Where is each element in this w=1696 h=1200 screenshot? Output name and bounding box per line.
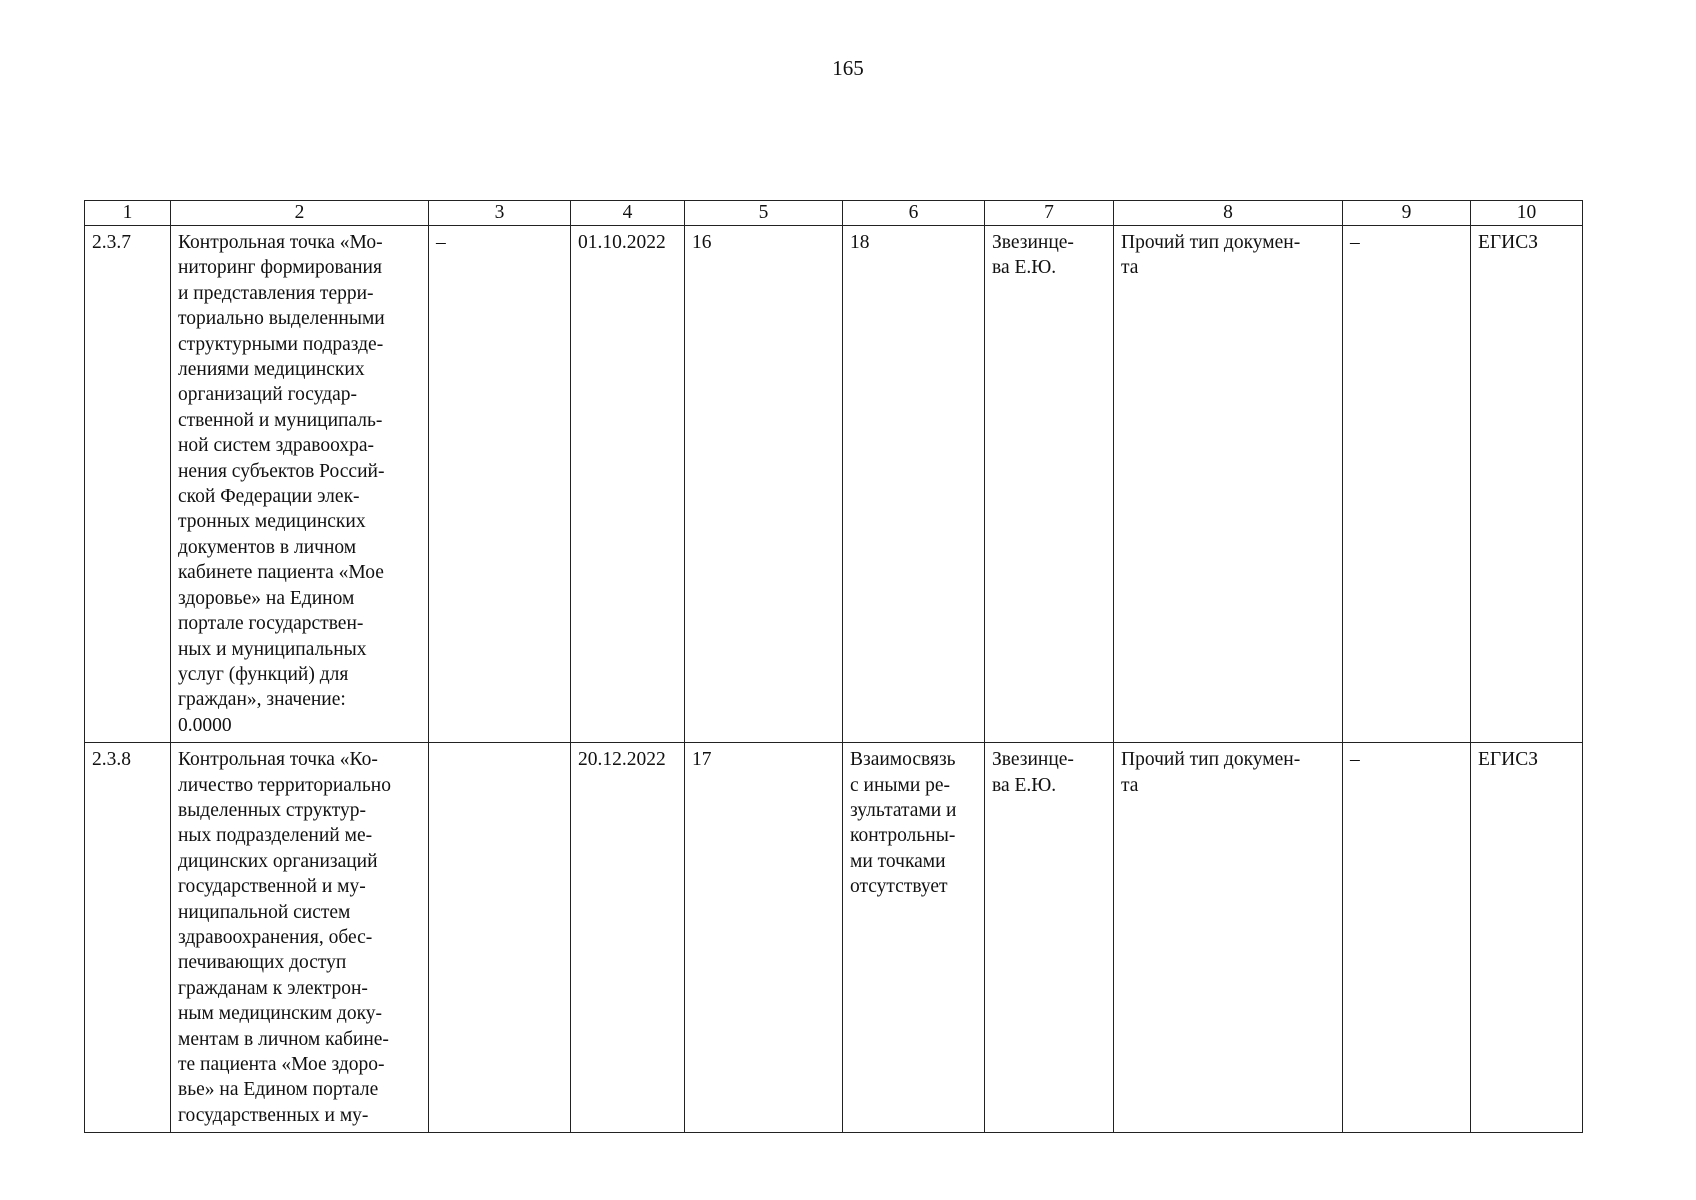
table-cell: 18	[843, 226, 985, 743]
system-cell: ЕГИСЗ	[1471, 226, 1583, 743]
document-type-cell: Прочий тип докумен- та	[1114, 226, 1343, 743]
responsible-cell: Звезинце- ва Е.Ю.	[985, 226, 1114, 743]
column-header: 10	[1471, 201, 1583, 226]
table-cell: –	[429, 226, 571, 743]
table-cell: 16	[685, 226, 843, 743]
document-table	[84, 200, 1583, 1133]
column-header: 8	[1114, 201, 1343, 226]
row-number-cell: 2.3.8	[85, 743, 171, 1133]
column-header: 6	[843, 201, 985, 226]
table-cell	[429, 743, 571, 1133]
table-header-row	[85, 201, 1583, 226]
table-cell: –	[1343, 743, 1471, 1133]
system-cell: ЕГИСЗ	[1471, 743, 1583, 1133]
column-header: 1	[85, 201, 171, 226]
column-header: 7	[985, 201, 1114, 226]
column-header: 2	[171, 201, 429, 226]
document-type-cell: Прочий тип докумен- та	[1114, 743, 1343, 1133]
row-number-cell: 2.3.7	[85, 226, 171, 743]
date-cell: 01.10.2022	[571, 226, 685, 743]
page-number: 165	[832, 56, 864, 80]
table-row	[85, 226, 1583, 743]
table-cell: Взаимосвязь с иными ре- зультатами и контрольны- ми точками отсутствует	[843, 743, 985, 1133]
table-row	[85, 743, 1583, 1133]
column-header: 3	[429, 201, 571, 226]
responsible-cell: Звезинце- ва Е.Ю.	[985, 743, 1114, 1133]
column-header: 4	[571, 201, 685, 226]
description-cell: Контрольная точка «Ко- личество территориально выделенных структур- ных подразделений ме- дицинских организаций государственной и му- ниципальной систем здравоохранения, обес- печивающих доступ гражданам к электрон- ным медицинским доку- ментам в личном кабине- те пациента «Мое здоро- вье» на Едином портале государственных и му-	[171, 743, 429, 1133]
column-header: 9	[1343, 201, 1471, 226]
table-cell: –	[1343, 226, 1471, 743]
date-cell: 20.12.2022	[571, 743, 685, 1133]
description-cell: Контрольная точка «Мо- ниторинг формирования и представления терри- ториально выделенными структурными подразде- лениями медицинских организаций государ- ственной и муниципаль- ной систем здравоохра- нения субъектов Россий- ской Федерации элек- тронных медицинских документов в личном кабинете пациента «Мое здоровье» на Едином портале государствен- ных и муниципальных услуг (функций) для граждан», значение: 0.0000	[171, 226, 429, 743]
table-cell: 17	[685, 743, 843, 1133]
column-header: 5	[685, 201, 843, 226]
